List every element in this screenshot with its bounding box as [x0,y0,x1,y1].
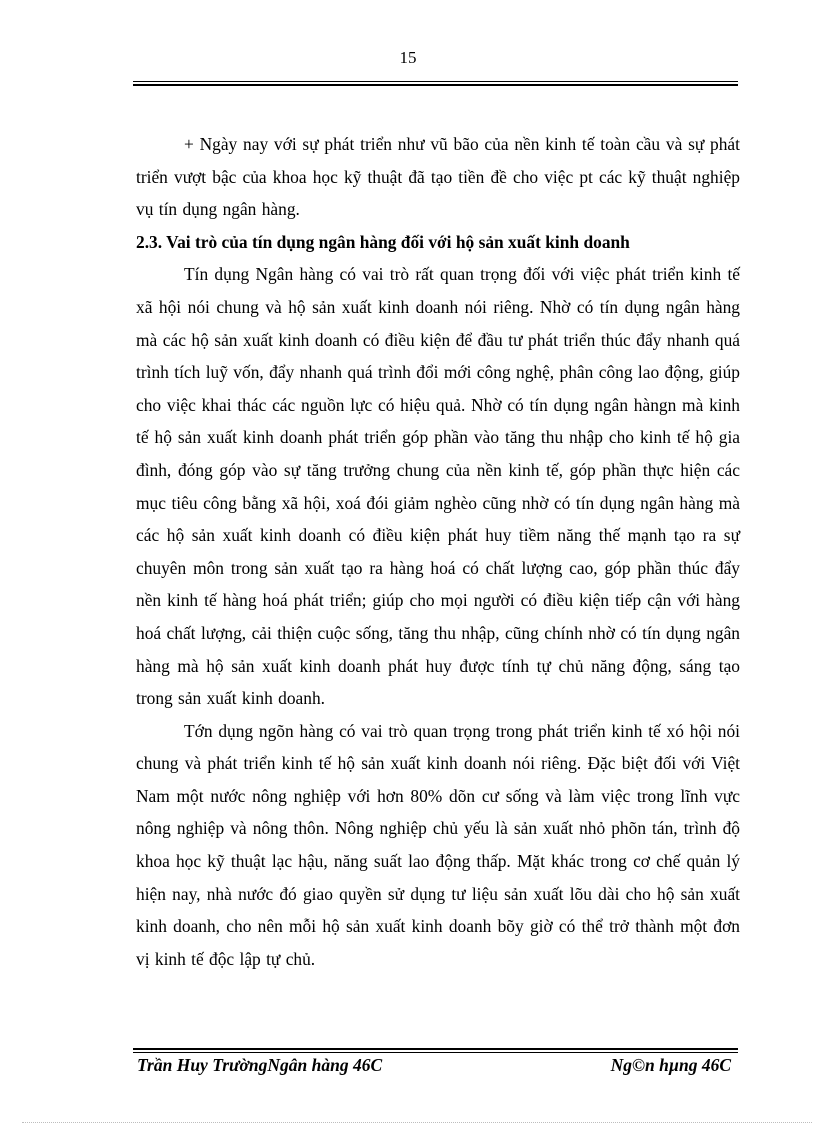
footer-author: Trần Huy TrườngNgân hàng 46C [137,1055,383,1075]
footer-rule-thick [133,1048,738,1050]
footer [137,1055,731,1079]
paragraph-importance: Tớn dụng ngõn hàng có vai trò quan trọng trong phát triển kinh tế xó hội nói chung và phát triển kinh tế hộ sản xuất kinh doanh nói riêng. Đặc biệt đối với Việt Nam một nước nông nghiệp với hơn 80% dõn cư sống và làm việc trong lĩnh vực nông nghiệp và nông thôn. Nông nghiệp chủ yếu là sản xuất nhỏ phõn tán, trình độ khoa học kỹ thuật lạc hậu, năng suất lao động thấp. Mặt khác trong cơ chế quản lý hiện nay, nhà nước đó giao quyền sử dụng tư liệu sản xuất lõu dài cho hộ sản xuất kinh doanh, cho nên mỗi hộ sản xuất kinh doanh bõy giờ có thể trở thành một đơn vị kinh tế độc lập tự chủ. [136,720,740,969]
section-heading: 2.3. Vai trò của tín dụng ngân hàng đối với hộ sản xuất kinh doanh [136,231,630,252]
paragraph-intro: + Ngày nay với sự phát triển như vũ bão của nền kinh tế toàn cầu và sự phát triển vượt bậc của khoa học kỹ thuật đã tạo tiền đề cho việc pt các kỹ thuật nghiệp vụ tín dụng ngân hàng. [136,134,740,220]
footer-rule-thin [133,1052,738,1053]
paragraph-role: Tín dụng Ngân hàng có vai trò rất quan trọng đối với việc phát triển kinh tế xã hội nói chung và hộ sản xuất kinh doanh nói riêng. Nhờ có tín dụng ngân hàng mà các hộ sản xuất kinh doanh có điều kiện để đầu tư phát triển thúc đẩy nhanh quá trình tích luỹ vốn, đẩy nhanh quá trình đổi mới công nghệ, phân công lao động, giúp cho việc khai thác các nguồn lực có hiệu quả. Nhờ có tín dụng ngân hàngn mà kinh tế hộ sản xuất kinh doanh phát triển góp phần vào tăng thu nhập cho kinh tế hộ gia đình, đóng góp vào sự tăng trưởng chung của nền kinh tế, góp phần thực hiện các mục tiêu công bằng xã hội, xoá đói giảm nghèo cũng nhờ có tín dụng ngân hàng mà các hộ sản xuất kinh doanh có điều kiện phát huy tiềm năng thế mạnh tạo ra sự chuyên môn trong sản xuất tạo ra hàng hoá có chất lượng cao, góp phần thúc đẩy nền kinh tế hàng hoá phát triển; giúp cho mọi người có điều kiện tiếp cận với hàng hoá chất lượng, cải thiện cuộc sống, tăng thu nhập, cũng chính nhờ có tín dụng ngân hàng mà hộ sản xuất kinh doanh phát huy được tính tự chủ năng động, sáng tạo trong sản xuất kinh doanh. [136,264,740,709]
header-rule-thin [133,81,738,82]
page-number: 15 [399,48,417,67]
page-body [136,128,740,975]
header-rule-thick [133,84,738,86]
footer-department: Ng©n hµng 46C [610,1055,731,1075]
